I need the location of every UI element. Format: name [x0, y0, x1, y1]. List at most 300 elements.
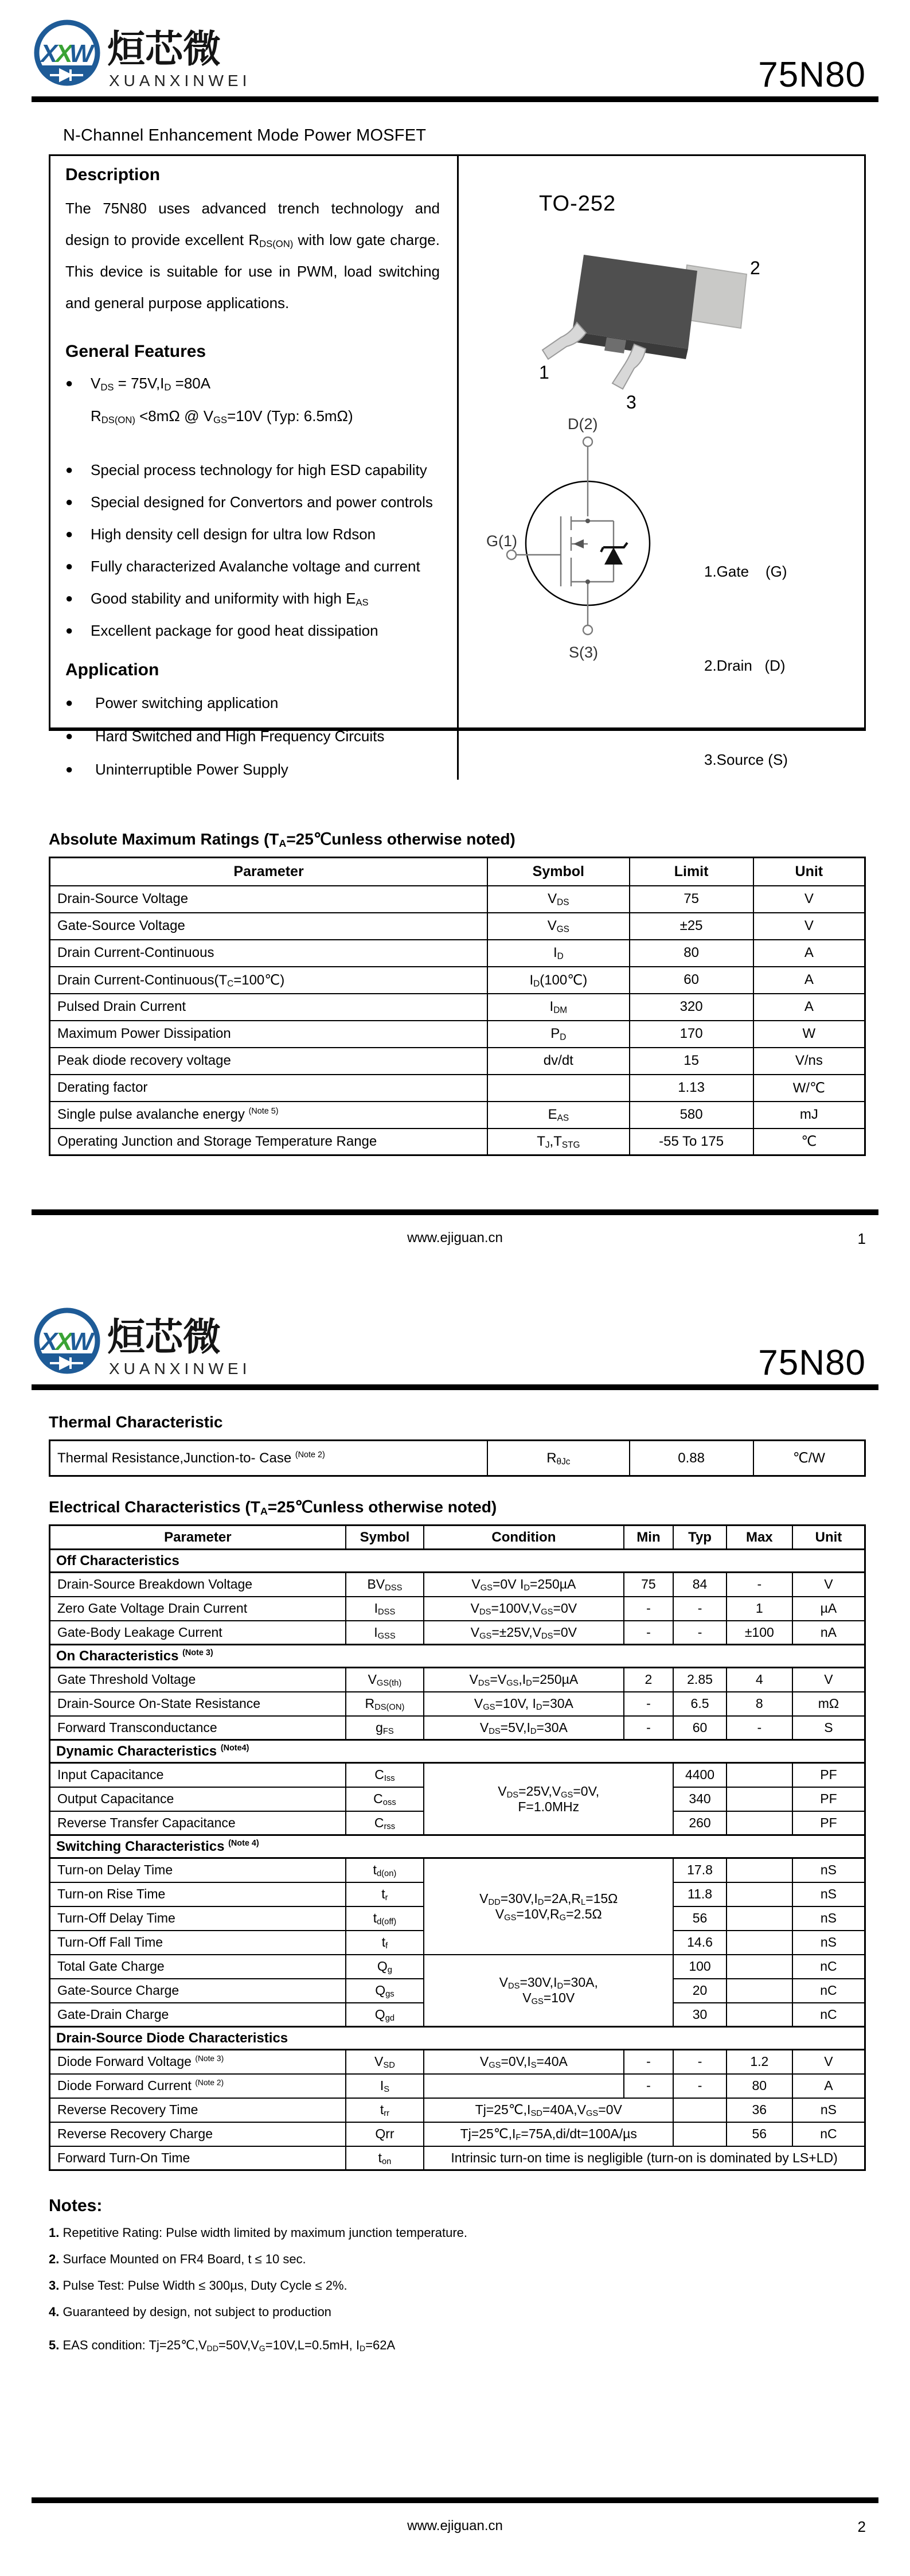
overview-panel: [49, 154, 866, 779]
bullet-icon: ●: [65, 462, 73, 477]
table-cell: -: [624, 1597, 674, 1621]
logo-letters: [39, 40, 95, 68]
table-cell: [727, 1787, 792, 1811]
column-header: Parameter: [50, 1526, 346, 1550]
page-header: [0, 1288, 910, 1381]
brand-name-cn: 烜芯微: [107, 1315, 221, 1359]
table-row: [50, 1955, 865, 1979]
brand-name-cn: 烜芯微: [107, 27, 221, 71]
section-row: [50, 1645, 865, 1668]
table-cell: $C_{Iss}$: [346, 1763, 424, 1787]
notes-list: [49, 2224, 910, 2354]
table-cell: V: [792, 2050, 865, 2074]
list-item-text: Special process technology for high ESD capability: [91, 461, 427, 478]
table-cell: 80: [727, 2074, 792, 2098]
table-row: [50, 1441, 865, 1476]
overview-left-column: [50, 156, 459, 780]
table-cell: A: [792, 2074, 865, 2098]
note-text: Guaranteed by design, not subject to production: [63, 2304, 331, 2319]
table-row: [50, 994, 865, 1021]
table-cell: ±100: [727, 1621, 792, 1645]
note-item: [49, 2250, 910, 2268]
table-cell: -55 To 175: [630, 1129, 753, 1155]
table-cell: $P_D$: [487, 1021, 629, 1048]
column-header: Unit: [792, 1526, 865, 1550]
table-cell: $V_{DS}=5V,I_D=30A$: [424, 1716, 623, 1740]
table-cell: $Tj=25℃,I_F=75A,di/dt=100A/\mu s$: [424, 2122, 673, 2146]
mosfet-symbol: [476, 414, 700, 661]
table-cell: ℃/W: [753, 1441, 865, 1476]
table-cell: Reverse Recovery Time: [50, 2098, 346, 2122]
table-cell: Turn-Off Delay Time: [50, 1906, 346, 1931]
electrical-characteristics-table: [49, 1524, 866, 2171]
absolute-maximum-ratings-table: [49, 857, 866, 1156]
table-row: [50, 2050, 865, 2074]
table-cell: [487, 1075, 629, 1102]
table-cell: -: [624, 1692, 674, 1716]
brand-logo: [32, 16, 261, 93]
brand-name-en: XUANXINWEI: [109, 1360, 251, 1378]
table-cell: 60: [630, 967, 753, 994]
table-cell: Operating Junction and Storage Temperature Range: [50, 1129, 488, 1155]
table-cell: $I_{DSS}$: [346, 1597, 424, 1621]
table-cell: $V_{GS}=0V,I_S=40A$: [424, 2050, 623, 2074]
table-cell: 6.5: [673, 1692, 726, 1716]
page-footer: [0, 1209, 910, 1246]
table-row: [50, 940, 865, 967]
footer-rule: [32, 2497, 878, 2503]
website-link[interactable]: www.ejiguan.cn: [407, 2518, 503, 2534]
table-cell: $t_{on}$: [346, 2146, 424, 2170]
pin-legend-line: 2.Drain (D): [704, 656, 786, 674]
table-cell: nC: [792, 2003, 865, 2027]
column-header: Typ: [673, 1526, 726, 1550]
table-cell: $T_J,T_{STG}$: [487, 1129, 629, 1155]
table-cell: [727, 1811, 792, 1835]
table-cell: 1.2: [727, 2050, 792, 2074]
table-row: [50, 1021, 865, 1048]
table-row: [50, 1129, 865, 1155]
table-cell: Output Capacitance: [50, 1787, 346, 1811]
table-cell: -: [673, 2074, 726, 2098]
table-cell: $I_S$: [346, 2074, 424, 2098]
notes-heading: Notes:: [49, 2196, 103, 2215]
table-cell: $V_{DD}=30V,I_D=2A,R_L=15\Omega$ $V_{GS}=10V,R_G=2.5\Omega$: [424, 1858, 673, 1955]
table-cell: $I_D(100℃)$: [487, 967, 629, 994]
bullet-icon: ●: [65, 494, 73, 509]
table-cell: nS: [792, 1906, 865, 1931]
table-cell: V: [792, 1573, 865, 1597]
table-cell: $t_r$: [346, 1882, 424, 1906]
list-item: [65, 492, 440, 512]
table-cell: V/ns: [753, 1048, 865, 1075]
application-list: [65, 693, 440, 780]
datasheet-page-2: [0, 1288, 910, 2576]
table-cell: A: [753, 940, 865, 967]
table-cell: Total Gate Charge: [50, 1955, 346, 1979]
logo-letters: [39, 1328, 95, 1356]
table-cell: 260: [673, 1811, 726, 1835]
page-number: 2: [857, 2518, 866, 2535]
header-rule: [32, 96, 878, 102]
table-cell: $C_{oss}$: [346, 1787, 424, 1811]
table-cell: -: [624, 2074, 674, 2098]
table-cell: $V_{DS}=V_{GS},I_D=250\mu A$: [424, 1668, 623, 1692]
table-cell: nS: [792, 2098, 865, 2122]
table-cell: dv/dt: [487, 1048, 629, 1075]
junction-dot: [585, 579, 590, 584]
table-row: [50, 1621, 865, 1645]
source-label: S(3): [569, 644, 599, 661]
table-cell: Derating factor: [50, 1075, 488, 1102]
table-row: [50, 1048, 865, 1075]
note-text: Pulse Test: Pulse Width ≤ 300µs, Duty Cycle ≤ 2%.: [63, 2278, 347, 2293]
table-cell: $V_{GS(th)}$: [346, 1668, 424, 1692]
table-row: [50, 1858, 865, 1882]
list-item-text: Excellent package for good heat dissipation: [91, 622, 378, 640]
section-row: [50, 1835, 865, 1858]
column-header: Unit: [753, 858, 865, 886]
application-heading: Application: [65, 660, 159, 680]
table-cell: nS: [792, 1858, 865, 1882]
table-cell: A: [753, 994, 865, 1021]
bullet-icon: ●: [65, 558, 73, 573]
section-row: [50, 1550, 865, 1573]
pin-legend: [704, 493, 788, 838]
table-cell: $V_{GS}$: [487, 913, 629, 940]
electrical-heading: Electrical Characteristics ($T_A=25℃unless$ otherwise noted): [49, 1498, 497, 1517]
bullet-icon: ●: [65, 623, 73, 638]
note-number: 2.: [49, 2251, 60, 2266]
table-cell: PF: [792, 1787, 865, 1811]
list-item-text: Good stability and uniformity with high $E_{AS}$: [91, 590, 369, 608]
list-item: [65, 621, 440, 641]
thermal-heading: Thermal Characteristic: [49, 1413, 223, 1431]
table-cell: 1: [727, 1597, 792, 1621]
table-cell: $V_{SD}$: [346, 2050, 424, 2074]
column-header: Symbol: [487, 858, 629, 886]
table-cell: Forward Turn-On Time: [50, 2146, 346, 2170]
symbol-arrow: [573, 539, 584, 548]
table-cell: nS: [792, 1931, 865, 1955]
table-cell: -: [673, 1621, 726, 1645]
list-item: [65, 557, 440, 577]
table-cell: $V_{DS}=25V,V_{GS}=0V$, F=1.0MHz: [424, 1763, 673, 1835]
table-cell: 14.6: [673, 1931, 726, 1955]
note-item: [49, 2277, 910, 2295]
brand-name-en: XUANXINWEI: [109, 72, 251, 90]
page-number: 1: [857, 1230, 866, 1247]
table-cell: [673, 2122, 726, 2146]
table-cell: Input Capacitance: [50, 1763, 346, 1787]
table-cell: Drain-Source On-State Resistance: [50, 1692, 346, 1716]
svg-text:X: X: [56, 1328, 73, 1356]
table-cell: 8: [727, 1692, 792, 1716]
bullet-icon: ●: [65, 526, 73, 541]
table-row: [50, 967, 865, 994]
table-cell: $C_{rss}$: [346, 1811, 424, 1835]
table-cell: $V_{GS}=\pm 25V,V_{DS}=0V$: [424, 1621, 623, 1645]
table-cell: 340: [673, 1787, 726, 1811]
table-cell: V: [792, 1668, 865, 1692]
table-cell: ℃: [753, 1129, 865, 1155]
table-cell: Turn-on Rise Time: [50, 1882, 346, 1906]
table-cell: 60: [673, 1716, 726, 1740]
svg-text:W: W: [69, 1328, 93, 1356]
table-cell: 0.88: [630, 1441, 753, 1476]
table-cell: Qrr: [346, 2122, 424, 2146]
note-text: EAS condition: $Tj=25℃,V_{DD}=50V,V_G=10V,L=0.5mH$, $I_D=62A$: [63, 2337, 396, 2353]
table-cell: $R_{DS(ON)}$: [346, 1692, 424, 1716]
list-item: [65, 373, 440, 394]
table-cell: [727, 1906, 792, 1931]
bullet-icon: ●: [65, 762, 73, 777]
list-item: [65, 524, 440, 544]
table-cell: $Q_{gd}$: [346, 2003, 424, 2027]
thermal-characteristic-table: [49, 1439, 866, 1477]
column-header: Condition: [424, 1526, 623, 1550]
table-cell: 4400: [673, 1763, 726, 1787]
list-item-text: Uninterruptible Power Supply: [95, 761, 288, 779]
table-cell: [727, 2003, 792, 2027]
table-row: [50, 913, 865, 940]
table-cell: [673, 2098, 726, 2122]
table-row: [50, 1075, 865, 1102]
table-cell: mJ: [753, 1102, 865, 1129]
bullet-icon: ●: [65, 695, 73, 710]
note-item: [49, 2336, 910, 2355]
table-cell: 170: [630, 1021, 753, 1048]
table-cell: Maximum Power Dissipation: [50, 1021, 488, 1048]
table-cell: 580: [630, 1102, 753, 1129]
section-label: Switching Characteristics $^{(Note 4)}$: [50, 1835, 865, 1858]
description-text: The 75N80 uses advanced trench technology and design to provide excellent $R_{DS(ON)}$ with low gate charge. This device is suitable for use in PWM, load switching and general purpose applications.: [65, 200, 440, 312]
footer-rule: [32, 1209, 878, 1215]
list-item: [65, 460, 440, 480]
table-cell: $g_{FS}$: [346, 1716, 424, 1740]
list-item-text: High density cell design for ultra low Rdson: [91, 525, 376, 543]
table-cell: Zero Gate Voltage Drain Current: [50, 1597, 346, 1621]
bullet-icon: ●: [65, 376, 73, 391]
website-link[interactable]: www.ejiguan.cn: [407, 1230, 503, 1246]
svg-text:X: X: [41, 40, 58, 68]
table-cell: nS: [792, 1882, 865, 1906]
note-number: 3.: [49, 2278, 60, 2293]
table-cell: 84: [673, 1573, 726, 1597]
table-cell: $t_{rr}$: [346, 2098, 424, 2122]
header-rule: [32, 1384, 878, 1390]
table-cell: Drain-Source Voltage: [50, 886, 488, 913]
table-cell: 15: [630, 1048, 753, 1075]
table-cell: Reverse Transfer Capacitance: [50, 1811, 346, 1835]
table-cell: 320: [630, 994, 753, 1021]
table-cell: Diode Forward Current $^{(Note 2)}$: [50, 2074, 346, 2098]
svg-text:X: X: [56, 40, 73, 68]
table-cell: Peak diode recovery voltage: [50, 1048, 488, 1075]
table-cell: $V_{GS}=0V$ $I_D=250\mu A$: [424, 1573, 623, 1597]
table-cell: Gate-Body Leakage Current: [50, 1621, 346, 1645]
package-panel: [459, 156, 864, 780]
pin-1-label: 1: [539, 362, 549, 383]
table-cell: 36: [727, 2098, 792, 2122]
list-item: [65, 726, 440, 746]
list-item-text: $R_{DS(ON)} <8m\Omega$ @ $V_{GS}=10V$ (Typ: 6.5mΩ): [91, 407, 353, 426]
pin-2-label: 2: [750, 258, 760, 278]
table-cell: ±25: [630, 913, 753, 940]
table-cell: $I_D$: [487, 940, 629, 967]
table-cell: $Q_g$: [346, 1955, 424, 1979]
table-cell: Gate-Drain Charge: [50, 2003, 346, 2027]
table-cell: $t_{d(on)}$: [346, 1858, 424, 1882]
description-heading: Description: [65, 165, 161, 184]
features-list: [65, 373, 440, 641]
list-item: [65, 589, 440, 609]
table-row: [50, 1763, 865, 1787]
table-header-row: [50, 858, 865, 886]
package-drawing: [522, 236, 768, 414]
table-cell: $I_{GSS}$: [346, 1621, 424, 1645]
table-cell: nA: [792, 1621, 865, 1645]
table-cell: Single pulse avalanche energy $^{(Note 5)}$: [50, 1102, 488, 1129]
table-cell: PF: [792, 1763, 865, 1787]
list-item: [65, 693, 440, 713]
part-number: 75N80: [758, 55, 866, 95]
table-cell: S: [792, 1716, 865, 1740]
abs-max-heading: Absolute Maximum Ratings ($T_A=25℃unless$ otherwise noted): [49, 830, 515, 849]
note-text: Repetitive Rating: Pulse width limited by maximum junction temperature.: [63, 2225, 468, 2240]
list-item-text: $V_{DS} = 75V,I_D =80A$: [91, 375, 211, 394]
table-cell: -: [624, 1621, 674, 1645]
table-row: [50, 2146, 865, 2170]
table-cell: -: [727, 1716, 792, 1740]
table-row: [50, 1692, 865, 1716]
page-footer: [0, 2497, 910, 2534]
table-cell: $I_{DM}$: [487, 994, 629, 1021]
table-cell: Gate Threshold Voltage: [50, 1668, 346, 1692]
table-cell: µA: [792, 1597, 865, 1621]
table-cell: 17.8: [673, 1858, 726, 1882]
table-cell: [727, 1931, 792, 1955]
table-cell: W: [753, 1021, 865, 1048]
table-row: [50, 2074, 865, 2098]
table-cell: 4: [727, 1668, 792, 1692]
table-row: [50, 1668, 865, 1692]
table-cell: -: [673, 2050, 726, 2074]
section-label: Dynamic Characteristics $^{(Note4)}$: [50, 1740, 865, 1763]
table-cell: 100: [673, 1955, 726, 1979]
bullet-icon: ●: [65, 591, 73, 605]
table-cell: mΩ: [792, 1692, 865, 1716]
list-item-text: Special designed for Convertors and power controls: [91, 493, 433, 511]
svg-text:X: X: [41, 1328, 58, 1356]
section-label: Drain-Source Diode Characteristics: [50, 2027, 865, 2050]
table-cell: Forward Transconductance: [50, 1716, 346, 1740]
table-cell: 56: [727, 2122, 792, 2146]
table-cell: $Tj=25℃,I_{SD}=40A,V_{GS}=0V$: [424, 2098, 673, 2122]
table-cell: $V_{GS}=10V$, $I_D=30A$: [424, 1692, 623, 1716]
table-cell: Turn-on Delay Time: [50, 1858, 346, 1882]
section-label: On Characteristics $^{(Note 3)}$: [50, 1645, 865, 1668]
table-cell: 1.13: [630, 1075, 753, 1102]
note-text: Surface Mounted on FR4 Board, t ≤ 10 sec.: [63, 2251, 306, 2266]
note-number: 4.: [49, 2304, 60, 2319]
table-cell: 75: [630, 886, 753, 913]
table-cell: 2: [624, 1668, 674, 1692]
table-cell: [727, 1955, 792, 1979]
column-header: Limit: [630, 858, 753, 886]
package-center-stub: [604, 337, 626, 353]
table-cell: $E_{AS}$: [487, 1102, 629, 1129]
table-row: [50, 1716, 865, 1740]
table-cell: $BV_{DSS}$: [346, 1573, 424, 1597]
list-item: [65, 406, 440, 426]
section-row: [50, 2027, 865, 2050]
section-row: [50, 1740, 865, 1763]
table-cell: V: [753, 913, 865, 940]
table-cell: Pulsed Drain Current: [50, 994, 488, 1021]
table-cell: 30: [673, 2003, 726, 2027]
table-cell: $V_{DS}=100V,V_{GS}=0V$: [424, 1597, 623, 1621]
table-cell: -: [727, 1573, 792, 1597]
table-cell: [727, 1763, 792, 1787]
list-item-text: Fully characterized Avalanche voltage and current: [91, 557, 420, 575]
list-item-text: Power switching application: [95, 694, 279, 712]
column-header: Min: [624, 1526, 674, 1550]
table-cell: $t_{d(off)}$: [346, 1906, 424, 1931]
table-cell: 80: [630, 940, 753, 967]
table-cell: Drain Current-$Continuous(T_C=100℃)$: [50, 967, 488, 994]
table-header-row: [50, 1526, 865, 1550]
table-cell: nC: [792, 1979, 865, 2003]
page-title: N-Channel Enhancement Mode Power MOSFET: [63, 126, 427, 145]
table-cell: $V_{DS}$: [487, 886, 629, 913]
table-cell: A: [753, 967, 865, 994]
table-row: [50, 1597, 865, 1621]
bullet-icon: ●: [65, 729, 73, 744]
pin-legend-line: 3.Source (S): [704, 750, 788, 768]
column-header: Max: [727, 1526, 792, 1550]
table-row: [50, 1102, 865, 1129]
table-cell: Drain-Source Breakdown Voltage: [50, 1573, 346, 1597]
table-cell: [424, 2074, 623, 2098]
part-number: 75N80: [758, 1343, 866, 1383]
table-cell: 75: [624, 1573, 674, 1597]
table-cell: -: [624, 1716, 674, 1740]
table-cell: W/℃: [753, 1075, 865, 1102]
table-cell: Thermal Resistance,Junction-to- Case $^{(Note 2)}$: [50, 1441, 488, 1476]
features-heading: General Features: [65, 342, 206, 361]
drain-label: D(2): [568, 415, 598, 433]
table-cell: Drain Current-Continuous: [50, 940, 488, 967]
table-cell: $t_f$: [346, 1931, 424, 1955]
table-cell: Turn-Off Fall Time: [50, 1931, 346, 1955]
pin-legend-line: 1.Gate (G): [704, 563, 787, 581]
table-cell: [727, 1979, 792, 2003]
package-name: TO-252: [539, 192, 616, 216]
table-row: [50, 1573, 865, 1597]
table-row: [50, 886, 865, 913]
note-item: [49, 2303, 910, 2321]
table-row: [50, 2098, 865, 2122]
table-cell: $V_{DS}=30V,I_D=30A$, $V_{GS}=10V$: [424, 1955, 673, 2027]
table-cell: -: [624, 2050, 674, 2074]
table-cell: [727, 1858, 792, 1882]
table-cell: Gate-Source Charge: [50, 1979, 346, 2003]
table-cell: PF: [792, 1811, 865, 1835]
column-header: Symbol: [346, 1526, 424, 1550]
table-cell: $Q_{gs}$: [346, 1979, 424, 2003]
table-cell: Reverse Recovery Charge: [50, 2122, 346, 2146]
